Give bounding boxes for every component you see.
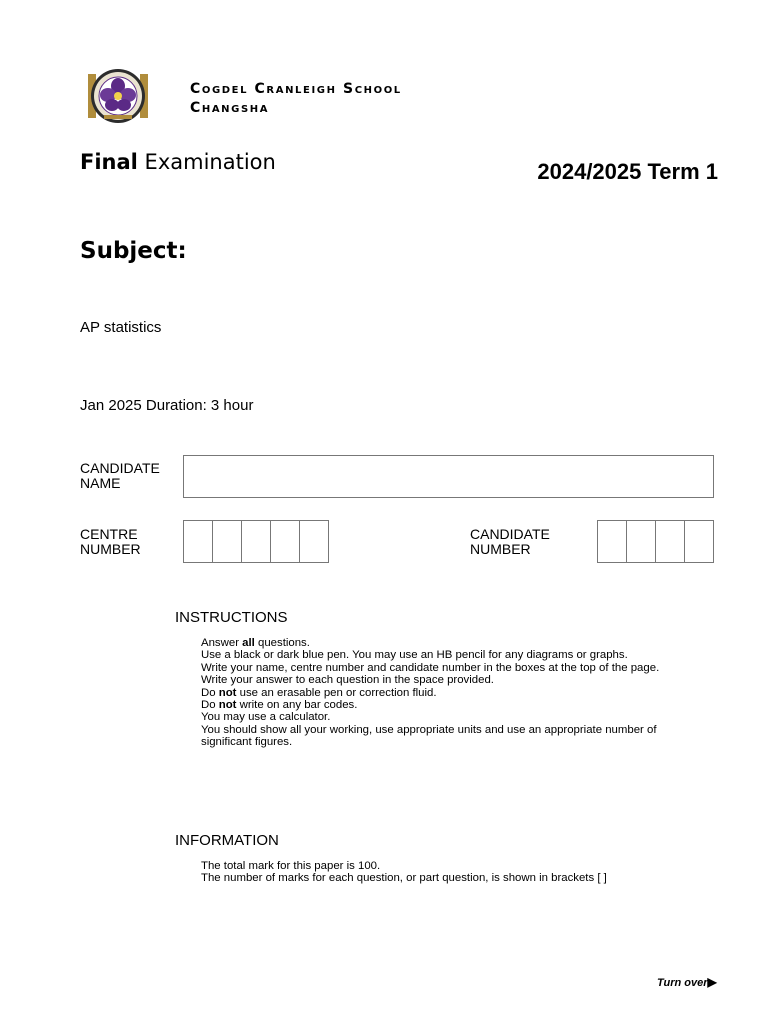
instruction-emphasis: all (242, 637, 255, 649)
candidate-number-label (470, 527, 550, 557)
instruction-item (201, 637, 681, 649)
instruction-text: Do (201, 686, 219, 699)
instruction-text: Do (201, 699, 219, 712)
instructions-heading: INSTRUCTIONS (175, 609, 288, 626)
instruction-item (201, 699, 681, 711)
school-name (190, 80, 402, 118)
instruction-item: You should show all your working, use appropriate units and use an appropriate number of significant figures. (201, 723, 657, 749)
instruction-emphasis: not (218, 686, 237, 699)
instructions-list (201, 637, 681, 749)
exam-title-rest: Examination (137, 150, 276, 174)
candidate-number-digit-box[interactable] (656, 521, 685, 562)
instruction-emphasis: not (218, 699, 237, 712)
candidate-name-label (80, 461, 160, 491)
information-heading: INFORMATION (175, 832, 279, 849)
turn-over-arrow-icon: ▶ (707, 975, 717, 989)
exam-title (80, 150, 276, 174)
centre-number-label (80, 527, 141, 557)
instruction-item (201, 687, 681, 699)
candidate-number-label-l1: CANDIDATE (470, 526, 550, 542)
candidate-name-label-l2: NAME (80, 475, 121, 491)
school-name-line1: Cogdel Cranleigh School (190, 81, 402, 97)
information-item: The total mark for this paper is 100. (201, 860, 381, 872)
instruction-text: write on any bar codes. (236, 699, 358, 712)
subject-label: Subject: (80, 238, 187, 264)
candidate-name-label-l1: CANDIDATE (80, 460, 160, 476)
information-item: The number of marks for each question, or part question, is shown in brackets [ ] (201, 872, 607, 885)
centre-number-boxes[interactable] (183, 520, 329, 563)
centre-number-label-l2: NUMBER (80, 541, 141, 557)
instruction-item: You may use a calculator. (201, 711, 331, 724)
centre-number-digit-box[interactable] (184, 521, 213, 562)
instruction-text: use an erasable pen or correction fluid. (236, 686, 437, 699)
turn-over-label (657, 975, 717, 989)
school-crest-logo (86, 68, 150, 124)
candidate-number-digit-box[interactable] (598, 521, 627, 562)
candidate-number-label-l2: NUMBER (470, 541, 531, 557)
exam-title-bold: Final (80, 150, 138, 174)
instruction-text: Answer (201, 637, 243, 649)
candidate-number-digit-box[interactable] (627, 521, 656, 562)
candidate-number-boxes[interactable] (597, 520, 714, 563)
instruction-item: Write your name, centre number and candidate number in the boxes at the top of the page. (201, 661, 660, 674)
subject-name: AP statistics (80, 319, 162, 336)
school-name-line2: Changsha (190, 100, 270, 116)
instruction-item: Write your answer to each question in the space provided. (201, 674, 494, 687)
instruction-item: Use a black or dark blue pen. You may use an HB pencil for any diagrams or graphs. (201, 649, 628, 662)
candidate-name-box[interactable] (183, 455, 714, 498)
centre-number-digit-box[interactable] (271, 521, 300, 562)
centre-number-label-l1: CENTRE (80, 526, 138, 542)
information-list (201, 860, 661, 885)
turn-over-text: Turn over (657, 977, 708, 989)
candidate-number-digit-box[interactable] (685, 521, 713, 562)
centre-number-digit-box[interactable] (213, 521, 242, 562)
instruction-text: questions. (254, 637, 310, 649)
centre-number-digit-box[interactable] (300, 521, 328, 562)
exam-duration: Jan 2025 Duration: 3 hour (80, 397, 254, 414)
centre-number-digit-box[interactable] (242, 521, 271, 562)
exam-term: 2024/2025 Term 1 (537, 159, 718, 184)
